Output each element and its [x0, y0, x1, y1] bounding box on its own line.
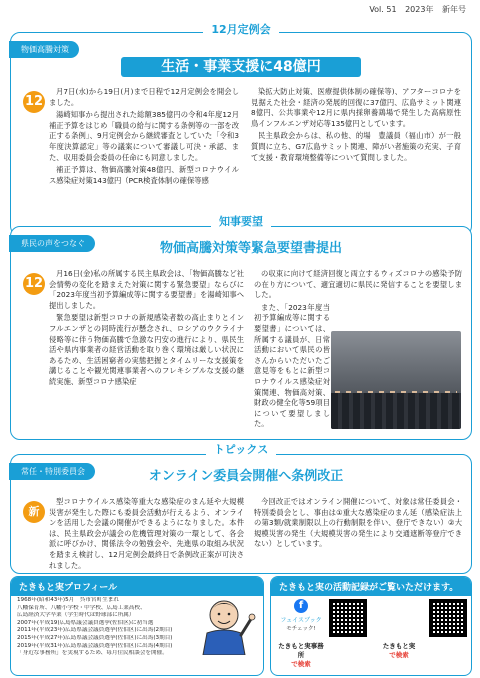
qr-code-icon[interactable]: [429, 599, 467, 637]
paragraph: 染拡大防止対策、医療提供体制の確保等)、アフターコロナを見据えた社会・経済の発展的回復に37億円、広島サミット関連8億円、公共事業や12月に県内採卵養鶏場で発生した高病原性鳥インフルエンザ対応等135億円としています。: [251, 87, 461, 128]
lead-badge: 12: [23, 91, 45, 113]
caricature-illustration: [191, 595, 257, 655]
profile-line: 1968年(昭和43年)5月 呉市宮町生まれ: [17, 597, 119, 603]
section-december-session: [10, 23, 472, 236]
facebook-badge[interactable]: [277, 599, 325, 632]
section-subhead: トピックス: [206, 443, 276, 456]
activity-box: [270, 576, 472, 676]
issue-label: 新年号: [442, 5, 466, 14]
profile-line: 2015年(平成27年)広島県議会議員選挙(佐伯区)に出馬(3期目): [17, 634, 173, 641]
volume-label: Vol. 51: [369, 5, 397, 14]
qr-code-icon[interactable]: [329, 599, 367, 637]
paragraph: 今回改正ではオンライン開催について、対象は常任委員会・特別委員会とし、事由は①重大な感染症のまん延（感染症法上の第3類/就業制限以上の行動制限を伴い、登庁できない）②大規模災害の発生（大規模災害の発生により交通遮断等登庁できない）としています。: [254, 497, 462, 549]
section-governor-request: [10, 215, 472, 440]
section-title: オンライン委員会開催へ条例改正: [148, 469, 344, 484]
profile-line: 2019年(平成31年)広島県議会議員選挙(佐伯区)に出馬(4期目): [17, 642, 173, 649]
facebook-label: フェイスブック: [280, 617, 322, 624]
paragraph: 補正予算は、物価高騰対策48億円、新型コロナウイルス感染症対策143億円（PCR検査体制の確保等感: [49, 165, 239, 185]
paragraph: 月16日(金)私の所属する民主県政会は、「物価高騰など社会情勢の変化を踏まえた対策に関する緊急要望」ならびに「2023年度当初予算編成等に関する要望書」を湯崎知事へ提出しました。: [49, 269, 244, 310]
lead-badge: 新: [23, 501, 45, 523]
body-left: [49, 269, 244, 390]
profile-title: たきもと実プロフィール: [11, 577, 263, 596]
activity-title: たきもと実の活動記録がご覧いただけます。: [271, 577, 471, 596]
facebook-icon: f: [294, 599, 308, 613]
paragraph: 緊急要望は新型コロナの新規感染者数の高止まりとインフルエンザとの同時流行が懸念され、ロシアのウクライナ侵略等に伴う物価高騰で急激な円安の進行により、県民生活や県内事業者の経営活動を取り巻く環境は厳しい状況にあるため、生活困窮者の実態把握とタイムリーな支援策を講じることや観光関連事業者へのフレキシブルな支援の継続実施、新型コロナ感染症: [49, 313, 244, 386]
paragraph: 民主県政会からは、私の他、的場 豊議員（福山市）が一般質問に立ち、G7広島サミット関連、障がい者施策の充実、子育て支援・教育環境整備等について質問しました。: [251, 131, 461, 162]
profile-line: 2011年(平成23年)広島県議会議員選挙(佐伯区)に出馬(2期目): [17, 627, 173, 634]
section-subhead: 12月定例会: [203, 23, 278, 36]
body-right: [251, 87, 461, 165]
section-online-committee: [10, 443, 472, 574]
search-hint-office: たきもと実事務所 で検索: [278, 642, 324, 668]
group-photo: [331, 331, 461, 429]
paragraph: 月7日(水)から19日(月)まで日程で12月定例会を開会しました。: [49, 87, 239, 107]
profile-line: 八幡保育所、八幡小学校・中学校、広島工業高校、: [17, 604, 146, 611]
issue-info: [363, 4, 466, 15]
lead-badge: 12: [23, 273, 45, 295]
paragraph: の収束に向けて経済回復と両立するウィズコロナの感染予防の在り方について、適宜適切に県民に発信することを要望しました。: [254, 269, 462, 300]
section-title: 生活・事業支援に48億円: [121, 57, 361, 77]
body-right: [254, 497, 462, 552]
section-subhead: 知事要望: [211, 215, 271, 228]
profile-box: [10, 576, 264, 676]
facebook-sub-label: モチェック!: [286, 626, 316, 632]
year-label: 2023年: [405, 5, 434, 14]
profile-line: 「身近な事務所」を実現するため、毎月住民相談会を開催。: [17, 650, 168, 657]
section-tag: 物価高騰対策: [9, 41, 79, 58]
body-left: [49, 497, 244, 573]
search-hint-name: たきもと実 で検索: [382, 642, 416, 659]
section-title: 物価高騰対策等緊急要望書提出: [159, 241, 342, 256]
profile-line: 広島経済大学卒業（学生時代は野球部に所属）: [17, 612, 135, 619]
paragraph: 湯崎知事から提出された総額385億円の令和4年度12月補正予算をはじめ「職員の給与に関する条例等の一部を改正する条例」、9月定例会から継続審査としていた「令和3年度決算認定」等の議案について審議し可決・承認、また、収用委員会委員の任命にも同意しました。: [49, 110, 239, 162]
section-tag: 県民の声をつなぐ: [9, 235, 95, 252]
body-left: [49, 87, 239, 188]
paragraph: 型コロナウイルス感染等重大な感染症のまん延や大規模災害が発生した際にも委員会活動が行えるよう、オンラインを活用した会議の開催ができるようになりました。本件は、民主県政会が議会の危機管理対策の一環として、各会派に呼びかけ、関係法令の勉強会や、先進県の取組み状況を踏まえ検討し、12月定例会最終日で条例改正案が可決されました。: [49, 497, 244, 570]
profile-lines: [17, 597, 192, 658]
profile-line: 2007年(平成19)広島県議会議員選挙(佐伯区)に初当選: [17, 619, 154, 626]
paragraph: また、「2023年度当初予算編成等に関する要望書」については、所属する議員が、日常活動において県民の皆さんからいただいたご意見等をもとに新型コロナウイルス感染症対策関連、物価高対策、財政の健全化等59項目について要望しました。: [254, 302, 330, 429]
section-tag: 常任・特別委員会: [9, 463, 95, 480]
